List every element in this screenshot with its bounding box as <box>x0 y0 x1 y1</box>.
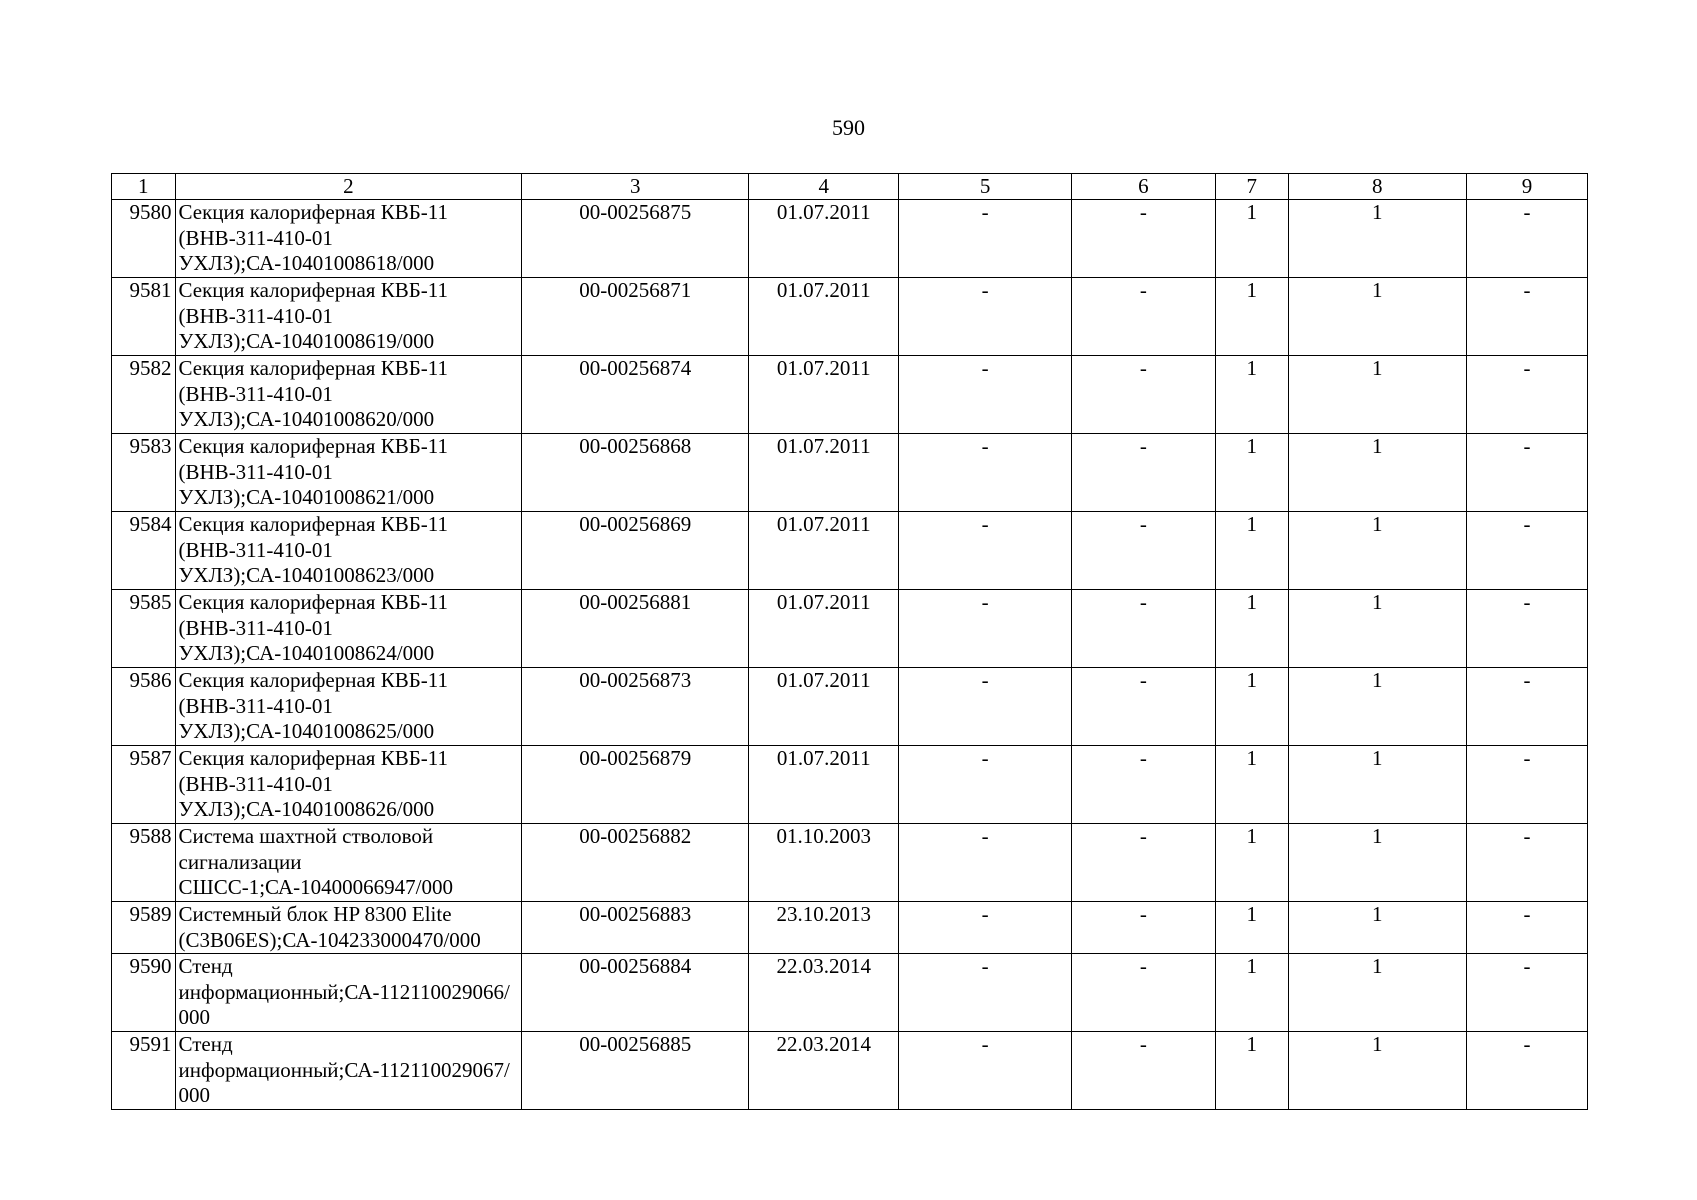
asset-name-cell: Система шахтной стволовой сигнализации СШСС-1;СА-10400066947/000 <box>175 824 522 902</box>
column-6-cell: - <box>1071 746 1215 824</box>
column-5-cell: - <box>899 824 1071 902</box>
date-cell: 01.07.2011 <box>749 746 899 824</box>
inventory-number-cell: 00-00256879 <box>522 746 749 824</box>
column-7-cell: 1 <box>1215 590 1288 668</box>
inventory-number-cell: 00-00256881 <box>522 590 749 668</box>
column-header: 7 <box>1215 174 1288 200</box>
column-9-cell: - <box>1466 954 1587 1032</box>
inventory-number-cell: 00-00256873 <box>522 668 749 746</box>
column-8-cell: 1 <box>1288 434 1466 512</box>
column-8-cell: 1 <box>1288 668 1466 746</box>
column-5-cell: - <box>899 668 1071 746</box>
column-7-cell: 1 <box>1215 200 1288 278</box>
column-6-cell: - <box>1071 824 1215 902</box>
column-7-cell: 1 <box>1215 278 1288 356</box>
asset-name-cell: Секция калориферная КВБ-11 (ВНВ-311-410-01 УХЛЗ);СА-10401008626/000 <box>175 746 522 824</box>
column-7-cell: 1 <box>1215 902 1288 954</box>
inventory-number-cell: 00-00256885 <box>522 1032 749 1110</box>
column-7-cell: 1 <box>1215 512 1288 590</box>
column-5-cell: - <box>899 590 1071 668</box>
column-5-cell: - <box>899 200 1071 278</box>
row-number-cell: 9587 <box>112 746 176 824</box>
row-number-cell: 9590 <box>112 954 176 1032</box>
column-header: 6 <box>1071 174 1215 200</box>
column-5-cell: - <box>899 902 1071 954</box>
column-9-cell: - <box>1466 434 1587 512</box>
table-row <box>112 434 1588 512</box>
row-number-cell: 9589 <box>112 902 176 954</box>
date-cell: 01.07.2011 <box>749 278 899 356</box>
column-8-cell: 1 <box>1288 278 1466 356</box>
column-7-cell: 1 <box>1215 746 1288 824</box>
asset-name-cell: Секция калориферная КВБ-11 (ВНВ-311-410-01 УХЛЗ);СА-10401008620/000 <box>175 356 522 434</box>
column-7-cell: 1 <box>1215 356 1288 434</box>
row-number-cell: 9586 <box>112 668 176 746</box>
column-6-cell: - <box>1071 200 1215 278</box>
column-5-cell: - <box>899 434 1071 512</box>
asset-name-cell: Стенд информационный;СА-112110029067/000 <box>175 1032 522 1110</box>
table-row <box>112 590 1588 668</box>
column-header: 2 <box>175 174 522 200</box>
date-cell: 01.07.2011 <box>749 356 899 434</box>
table-row <box>112 746 1588 824</box>
asset-name-cell: Стенд информационный;СА-112110029066/000 <box>175 954 522 1032</box>
column-6-cell: - <box>1071 356 1215 434</box>
row-number-cell: 9591 <box>112 1032 176 1110</box>
column-6-cell: - <box>1071 590 1215 668</box>
column-8-cell: 1 <box>1288 512 1466 590</box>
row-number-cell: 9584 <box>112 512 176 590</box>
date-cell: 22.03.2014 <box>749 1032 899 1110</box>
column-6-cell: - <box>1071 512 1215 590</box>
column-8-cell: 1 <box>1288 902 1466 954</box>
column-9-cell: - <box>1466 356 1587 434</box>
date-cell: 23.10.2013 <box>749 902 899 954</box>
date-cell: 01.07.2011 <box>749 200 899 278</box>
column-8-cell: 1 <box>1288 356 1466 434</box>
column-9-cell: - <box>1466 1032 1587 1110</box>
column-6-cell: - <box>1071 434 1215 512</box>
column-header: 9 <box>1466 174 1587 200</box>
row-number-cell: 9583 <box>112 434 176 512</box>
table-row <box>112 512 1588 590</box>
date-cell: 01.10.2003 <box>749 824 899 902</box>
asset-name-cell: Секция калориферная КВБ-11 (ВНВ-311-410-01 УХЛЗ);СА-10401008619/000 <box>175 278 522 356</box>
column-7-cell: 1 <box>1215 824 1288 902</box>
date-cell: 01.07.2011 <box>749 668 899 746</box>
column-6-cell: - <box>1071 954 1215 1032</box>
asset-register-table <box>111 173 1588 1110</box>
column-7-cell: 1 <box>1215 434 1288 512</box>
column-8-cell: 1 <box>1288 200 1466 278</box>
column-header: 5 <box>899 174 1071 200</box>
inventory-number-cell: 00-00256883 <box>522 902 749 954</box>
date-cell: 01.07.2011 <box>749 512 899 590</box>
column-8-cell: 1 <box>1288 746 1466 824</box>
inventory-number-cell: 00-00256884 <box>522 954 749 1032</box>
column-5-cell: - <box>899 356 1071 434</box>
row-number-cell: 9588 <box>112 824 176 902</box>
column-header: 1 <box>112 174 176 200</box>
column-header: 3 <box>522 174 749 200</box>
column-number-header-row <box>112 174 1588 200</box>
table-row <box>112 278 1588 356</box>
table-row <box>112 954 1588 1032</box>
column-5-cell: - <box>899 746 1071 824</box>
asset-name-cell: Секция калориферная КВБ-11 (ВНВ-311-410-01 УХЛЗ);СА-10401008618/000 <box>175 200 522 278</box>
inventory-number-cell: 00-00256868 <box>522 434 749 512</box>
table-row <box>112 1032 1588 1110</box>
date-cell: 01.07.2011 <box>749 590 899 668</box>
page-number: 590 <box>832 115 865 140</box>
asset-name-cell: Секция калориферная КВБ-11 (ВНВ-311-410-01 УХЛЗ);СА-10401008623/000 <box>175 512 522 590</box>
column-header: 8 <box>1288 174 1466 200</box>
inventory-number-cell: 00-00256875 <box>522 200 749 278</box>
column-6-cell: - <box>1071 902 1215 954</box>
column-6-cell: - <box>1071 1032 1215 1110</box>
column-9-cell: - <box>1466 590 1587 668</box>
column-7-cell: 1 <box>1215 1032 1288 1110</box>
column-9-cell: - <box>1466 668 1587 746</box>
asset-name-cell: Системный блок HP 8300 Elite (C3B06ES);СА-104233000470/000 <box>175 902 522 954</box>
table-row <box>112 902 1588 954</box>
column-8-cell: 1 <box>1288 1032 1466 1110</box>
row-number-cell: 9581 <box>112 278 176 356</box>
column-8-cell: 1 <box>1288 824 1466 902</box>
asset-name-cell: Секция калориферная КВБ-11 (ВНВ-311-410-01 УХЛЗ);СА-10401008621/000 <box>175 434 522 512</box>
column-9-cell: - <box>1466 902 1587 954</box>
column-header: 4 <box>749 174 899 200</box>
column-5-cell: - <box>899 512 1071 590</box>
column-8-cell: 1 <box>1288 590 1466 668</box>
asset-name-cell: Секция калориферная КВБ-11 (ВНВ-311-410-01 УХЛЗ);СА-10401008625/000 <box>175 668 522 746</box>
asset-name-cell: Секция калориферная КВБ-11 (ВНВ-311-410-01 УХЛЗ);СА-10401008624/000 <box>175 590 522 668</box>
date-cell: 22.03.2014 <box>749 954 899 1032</box>
table-row <box>112 200 1588 278</box>
table-row <box>112 356 1588 434</box>
column-6-cell: - <box>1071 278 1215 356</box>
row-number-cell: 9580 <box>112 200 176 278</box>
column-8-cell: 1 <box>1288 954 1466 1032</box>
column-9-cell: - <box>1466 512 1587 590</box>
column-5-cell: - <box>899 278 1071 356</box>
inventory-number-cell: 00-00256871 <box>522 278 749 356</box>
date-cell: 01.07.2011 <box>749 434 899 512</box>
row-number-cell: 9585 <box>112 590 176 668</box>
column-9-cell: - <box>1466 746 1587 824</box>
table-row <box>112 668 1588 746</box>
inventory-number-cell: 00-00256874 <box>522 356 749 434</box>
column-6-cell: - <box>1071 668 1215 746</box>
column-9-cell: - <box>1466 278 1587 356</box>
inventory-number-cell: 00-00256882 <box>522 824 749 902</box>
column-9-cell: - <box>1466 200 1587 278</box>
inventory-number-cell: 00-00256869 <box>522 512 749 590</box>
column-7-cell: 1 <box>1215 668 1288 746</box>
column-5-cell: - <box>899 954 1071 1032</box>
column-5-cell: - <box>899 1032 1071 1110</box>
row-number-cell: 9582 <box>112 356 176 434</box>
column-7-cell: 1 <box>1215 954 1288 1032</box>
table-row <box>112 824 1588 902</box>
column-9-cell: - <box>1466 824 1587 902</box>
